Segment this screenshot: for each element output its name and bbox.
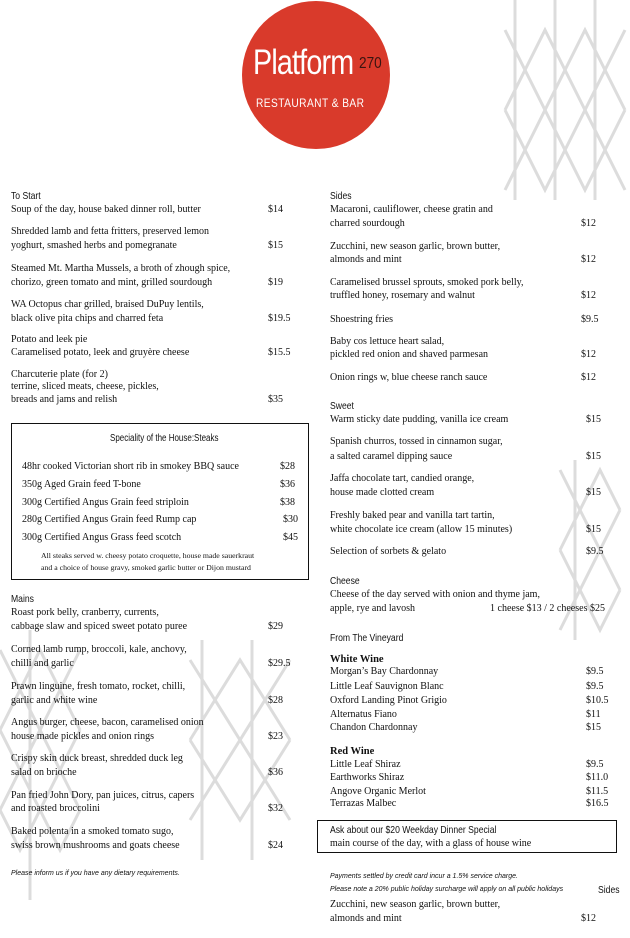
- item-price: $12: [581, 254, 596, 265]
- item-price: $19: [268, 277, 283, 288]
- restaurant-logo: [242, 1, 390, 149]
- menu-item: yoghurt, smashed herbs and pomegranate: [11, 240, 177, 251]
- menu-item: Freshly baked pear and vanilla tart tartin,: [330, 510, 495, 521]
- wine-price: $11.0: [586, 772, 609, 783]
- item-price: $14: [268, 204, 283, 215]
- cheese-heading: Cheese: [330, 575, 360, 587]
- menu-item: and roasted broccolini: [11, 803, 100, 814]
- menu-item: house made clotted cream: [330, 487, 435, 498]
- dietary-note: Please inform us if you have any dietary requirements.: [11, 870, 180, 877]
- item-price: $12: [581, 290, 596, 301]
- menu-item: garlic and white wine: [11, 695, 98, 706]
- wine-item: Alternatus Fiano: [330, 709, 397, 720]
- wine-price: $11: [586, 709, 601, 720]
- menu-item: WA Octopus char grilled, braised DuPuy lentils,: [11, 299, 204, 310]
- wine-item: Earthworks Shiraz: [330, 772, 405, 783]
- wine-price: $16.5: [586, 798, 609, 809]
- wine-item: Little Leaf Sauvignon Blanc: [330, 681, 444, 692]
- menu-item: black olive pita chips and charred feta: [11, 313, 164, 324]
- item-price: $12: [581, 218, 596, 229]
- item-price: $12: [581, 372, 596, 383]
- steak-price: $28: [280, 461, 295, 472]
- item-price: $15: [586, 414, 601, 425]
- wine-item: Angove Organic Merlot: [330, 786, 426, 797]
- steak-note: All steaks served w. cheesy potato croquette, house made sauerkraut: [41, 551, 255, 560]
- wine-price: $9.5: [586, 759, 604, 770]
- menu-item: Angus burger, cheese, bacon, caramelised onion: [11, 717, 204, 728]
- wine-price: $11.5: [586, 786, 609, 797]
- steak-note: and a choice of house gravy, smoked garlic butter or Dijon mustard: [41, 563, 251, 572]
- menu-item: house made pickles and onion rings: [11, 731, 155, 742]
- menu-item: Baby cos lettuce heart salad,: [330, 336, 445, 347]
- item-price: $15: [268, 240, 283, 251]
- menu-item: Shoestring fries: [330, 314, 394, 325]
- item-price: $15: [586, 451, 601, 462]
- item-price: $23: [268, 731, 283, 742]
- menu-item: chorizo, green tomato and mint, grilled sourdough: [11, 277, 213, 288]
- menu-item: Selection of sorbets & gelato: [330, 546, 447, 557]
- item-price: $35: [268, 394, 283, 405]
- menu-item: Macaroni, cauliflower, cheese gratin and: [330, 204, 493, 215]
- item-price: $15: [586, 487, 601, 498]
- steak-price: $36: [280, 479, 295, 490]
- steak-item: 280g Certified Angus Grain feed Rump cap: [22, 514, 197, 525]
- steak-item: 300g Certified Angus Grass feed scotch: [22, 532, 182, 543]
- steak-price: $38: [280, 497, 295, 508]
- item-price: $28: [268, 695, 283, 706]
- wine-item: Little Leaf Shiraz: [330, 759, 401, 770]
- menu-item: Corned lamb rump, broccoli, kale, anchovy,: [11, 644, 187, 655]
- item-price: $9.5: [586, 546, 604, 557]
- menu-item: Caramelised potato, leek and gruyère cheese: [11, 347, 190, 358]
- menu-item: charred sourdough: [330, 218, 405, 229]
- menu-item: cabbage slaw and spiced sweet potato puree: [11, 621, 188, 632]
- menu-item: swiss brown mushrooms and goats cheese: [11, 840, 180, 851]
- menu-item: Cheese of the day served with onion and thyme jam,: [330, 589, 540, 600]
- item-price: $12: [581, 913, 596, 924]
- item-price: $9.5: [581, 314, 599, 325]
- menu-item: Shredded lamb and fetta fritters, preserved lemon: [11, 226, 209, 237]
- menu-item: almonds and mint: [330, 913, 402, 924]
- item-price: $24: [268, 840, 283, 851]
- menu-item: Soup of the day, house baked dinner roll, butter: [11, 204, 201, 215]
- steak-price: $30: [283, 514, 298, 525]
- menu-item: Roast pork belly, cranberry, currents,: [11, 607, 159, 618]
- weekday-special-heading: Ask about our $20 Weekday Dinner Special: [330, 824, 497, 836]
- red-wine-heading: Red Wine: [330, 746, 375, 757]
- wine-price: $9.5: [586, 681, 604, 692]
- item-price: $19.5: [268, 313, 291, 324]
- item-price: $15: [586, 524, 601, 535]
- menu-item: Charcuterie plate (for 2): [11, 369, 108, 380]
- menu-item: salad on brioche: [11, 767, 77, 778]
- logo-name: Platform: [253, 43, 354, 82]
- wine-item: Terrazas Malbec: [330, 798, 397, 809]
- to-start-heading: To Start: [11, 190, 41, 202]
- card-surcharge-note: Payments settled by credit card incur a 1.5% service charge.: [330, 873, 518, 880]
- steak-price: $45: [283, 532, 298, 543]
- menu-item: white chocolate ice cream (allow 15 minutes): [330, 524, 513, 535]
- menu-item: terrine, sliced meats, cheese, pickles,: [11, 381, 159, 392]
- menu-item: chilli and garlic: [11, 658, 74, 669]
- menu-item: Steamed Mt. Martha Mussels, a broth of zhough spice,: [11, 263, 231, 274]
- item-price: $29: [268, 621, 283, 632]
- logo-number: 270: [359, 55, 382, 72]
- menu-item: Zucchini, new season garlic, brown butter,: [330, 241, 501, 252]
- menu-item: Spanish churros, tossed in cinnamon sugar,: [330, 436, 503, 447]
- menu-item: Onion rings w, blue cheese ranch sauce: [330, 372, 488, 383]
- mains-heading: Mains: [11, 593, 34, 605]
- wine-item: Morgan’s Bay Chardonnay: [330, 666, 439, 677]
- menu-item: almonds and mint: [330, 254, 402, 265]
- menu-item: Caramelised brussel sprouts, smoked pork belly,: [330, 277, 524, 288]
- cheese-price: 1 cheese $13 / 2 cheeses $25: [490, 603, 605, 614]
- menu-item: Pan fried John Dory, pan juices, citrus, capers: [11, 790, 195, 801]
- wine-price: $15: [586, 722, 601, 733]
- item-price: $36: [268, 767, 283, 778]
- item-price: $15.5: [268, 347, 291, 358]
- menu-item: Baked polenta in a smoked tomato sugo,: [11, 826, 174, 837]
- menu-item: Potato and leek pie: [11, 334, 88, 345]
- sweet-heading: Sweet: [330, 400, 354, 412]
- steak-item: 48hr cooked Victorian short rib in smokey BBQ sauce: [22, 461, 239, 472]
- steak-item: 350g Aged Grain feed T-bone: [22, 479, 141, 490]
- footer-sides-heading: Sides: [598, 884, 620, 896]
- item-price: $12: [581, 349, 596, 360]
- menu-item: Prawn linguine, fresh tomato, rocket, chilli,: [11, 681, 186, 692]
- menu-item: pickled red onion and shaved parmesan: [330, 349, 489, 360]
- steak-item: 300g Certified Angus Grain feed striploin: [22, 497, 189, 508]
- sides-heading: Sides: [330, 190, 352, 202]
- speciality-heading: Speciality of the House:Steaks: [110, 433, 219, 444]
- item-price: $32: [268, 803, 283, 814]
- menu-item: apple, rye and lavosh: [330, 603, 415, 614]
- holiday-surcharge-note: Please note a 20% public holiday surcharge will apply on all public holidays: [330, 886, 564, 893]
- white-wine-heading: White Wine: [330, 654, 384, 665]
- menu-item: truffled honey, rosemary and walnut: [330, 290, 475, 301]
- item-price: $29.5: [268, 658, 291, 669]
- wine-price: $10.5: [586, 695, 609, 706]
- wine-price: $9.5: [586, 666, 604, 677]
- menu-item: Jaffa chocolate tart, candied orange,: [330, 473, 475, 484]
- vineyard-heading: From The Vineyard: [330, 632, 404, 644]
- menu-item: breads and jams and relish: [11, 394, 118, 405]
- logo-subtitle: RESTAURANT & BAR: [256, 96, 365, 110]
- menu-item: a salted caramel dipping sauce: [330, 451, 453, 462]
- wine-item: Chandon Chardonnay: [330, 722, 418, 733]
- menu-item: Zucchini, new season garlic, brown butter,: [330, 899, 501, 910]
- menu-item: Warm sticky date pudding, vanilla ice cream: [330, 414, 509, 425]
- weekday-special-text: main course of the day, with a glass of house wine: [330, 838, 532, 849]
- menu-item: Crispy skin duck breast, shredded duck leg: [11, 753, 183, 764]
- wine-item: Oxford Landing Pinot Grigio: [330, 695, 447, 706]
